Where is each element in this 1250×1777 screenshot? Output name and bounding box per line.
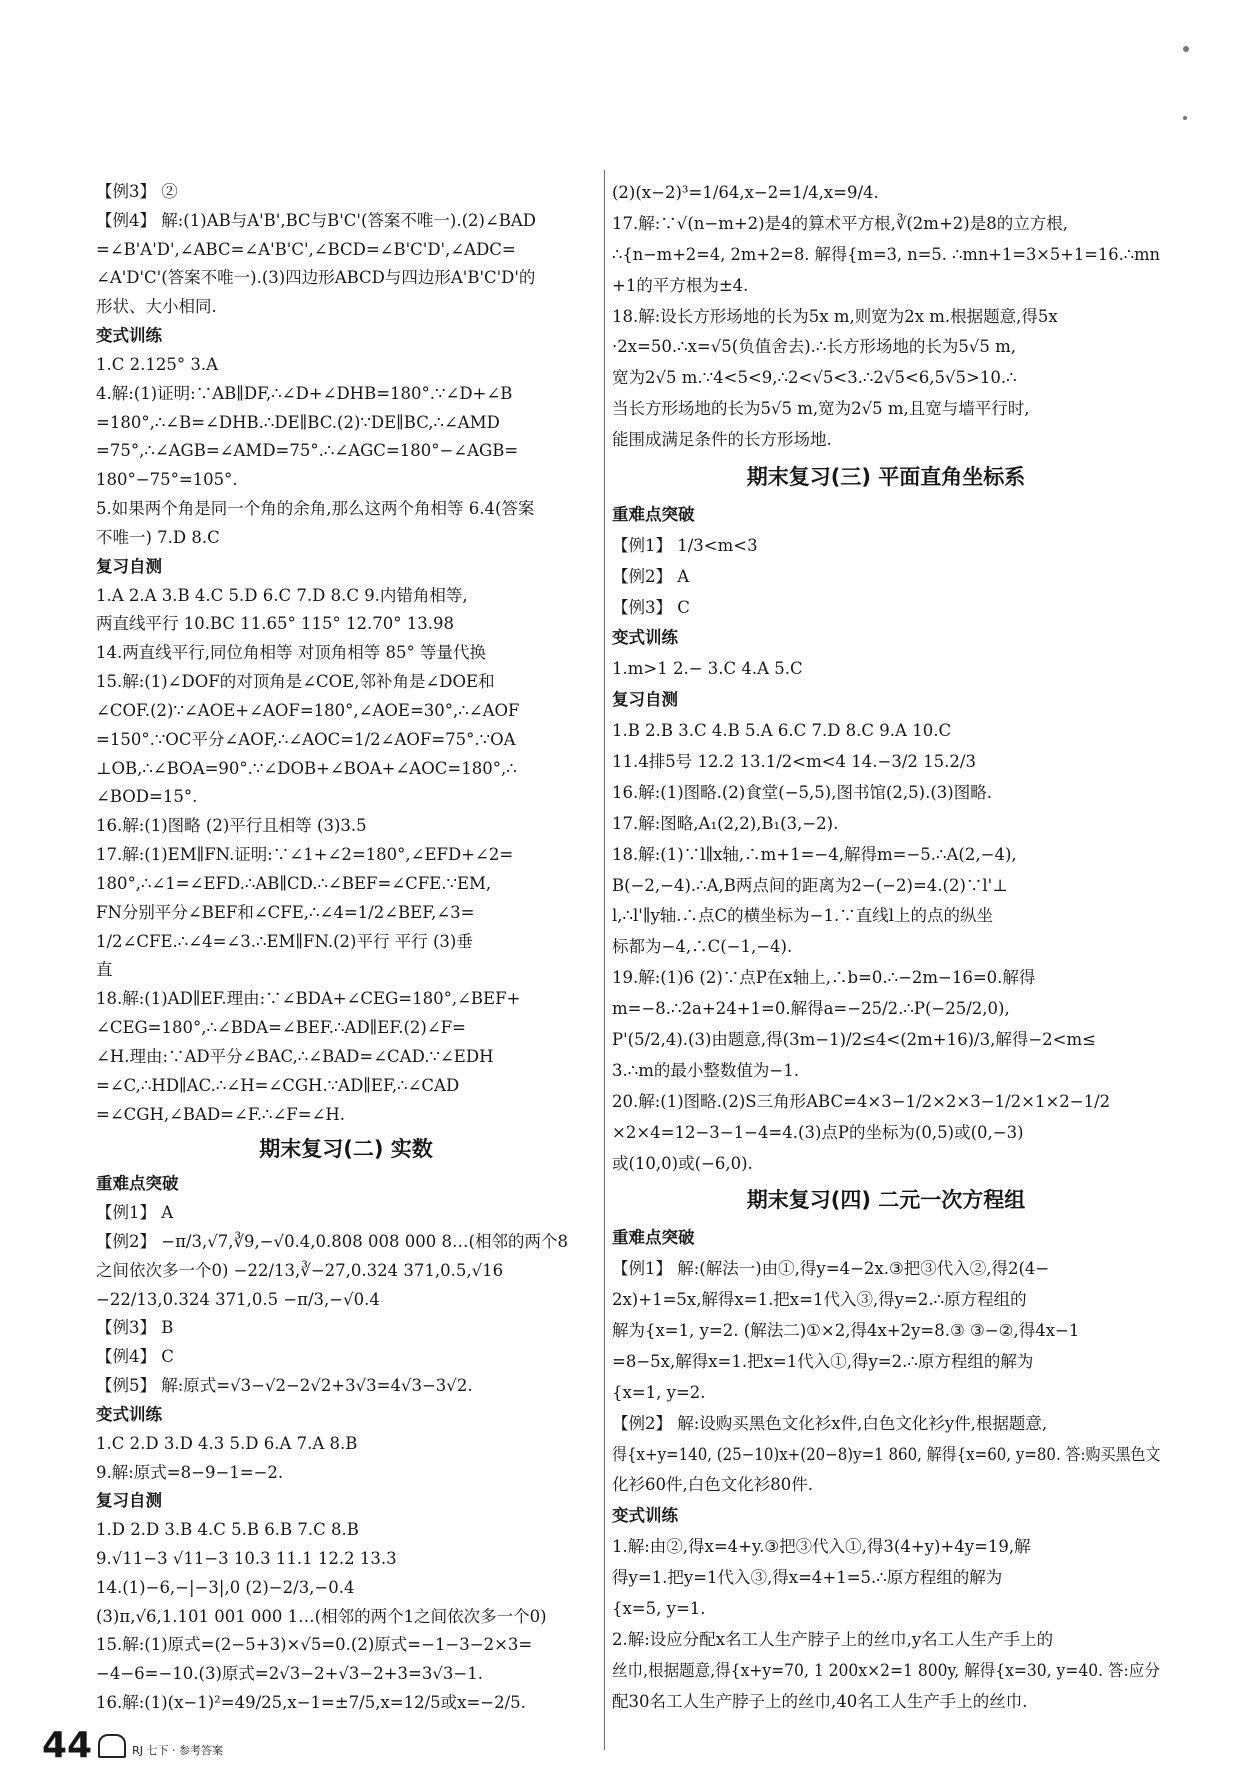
answer-line: P'(5/2,4).(3)由题意,得(3m−1)/2≤4<(2m+16)/3,解得−2<m≤ [612,1030,1096,1049]
section-heading: 期末复习(三) 平面直角坐标系 [746,465,1026,490]
answer-line: FN分别平分∠BEF和∠CFE,∴∠4=1/2∠BEF,∠3= [96,902,475,922]
section-heading: 期末复习(四) 二元一次方程组 [746,1188,1026,1213]
answer-line: 标都为−4,∴C(−1,−4). [612,937,793,957]
answer-line: 3.∴m的最小整数值为−1. [612,1060,799,1080]
answer-line: 【例3】 B [96,1318,174,1338]
answer-line: =∠C,∴HD∥AC.∴∠H=∠CGH.∵AD∥EF,∴∠CAD [96,1075,460,1095]
subsection-label: 变式训练 [96,326,162,346]
subsection-label: 重难点突破 [612,1228,695,1248]
answer-line: =150°.∵OC平分∠AOF,∴∠AOC=1/2∠AOF=75°.∵OA [96,729,516,749]
answer-line: (2)(x−2)³=1/64,x−2=1/4,x=9/4. [612,183,879,202]
answer-line: =8−5x,解得x=1.把x=1代入①,得y=2.∴原方程组的解为 [612,1351,1034,1371]
subsection-label: 重难点突破 [612,504,695,524]
answer-line: ∴{n−m+2=4, 2m+2=8. 解得{m=3, n=5. ∴mn+1=3×5+1=16.∴mn [612,244,1161,264]
answer-line: 丝巾,根据题意,得{x+y=70, 1 200x×2=1 800y, 解得{x=30, y=40. 答:应分 [612,1660,1160,1680]
column-divider [604,170,605,1750]
answer-line: 【例3】 C [612,597,690,617]
answer-line: 18.解:(1)∵l∥x轴,∴m+1=−4,解得m=−5.∴A(2,−4), [612,844,1017,864]
answer-line: 14.两直线平行,同位角相等 对顶角相等 85° 等量代换 [96,643,486,663]
answer-line: 17.解:(1)EM∥FN.证明:∵∠1+∠2=180°,∠EFD+∠2= [96,845,514,865]
answer-line: 【例1】 解:(解法一)由①,得y=4−2x.③把③代入②,得2(4− [612,1259,1050,1279]
answer-line: 配30名工人生产脖子上的丝巾,40名工人生产手上的丝巾. [612,1691,1028,1711]
answer-line: 16.解:(1)图略 (2)平行且相等 (3)3.5 [96,816,367,836]
answer-line: ∠COF.(2)∵∠AOE+∠AOF=180°,∠AOE=30°,∴∠AOF [96,700,520,720]
answer-line: =180°,∴∠B=∠DHB.∴DE∥BC.(2)∵DE∥BC,∴∠AMD [96,412,500,432]
answer-line: 【例1】 1/3<m<3 [612,535,758,555]
answer-line: 直 [96,960,113,980]
subsection-label: 重难点突破 [96,1174,179,1194]
answer-line: 18.解:(1)AD∥EF.理由:∵∠BDA+∠CEG=180°,∠BEF+ [96,989,521,1009]
answer-line: 180°,∴∠1=∠EFD.∴AB∥CD.∴∠BEF=∠CFE.∵EM, [96,873,492,893]
answer-line: 16.解:(1)(x−1)²=49/25,x−1=±7/5,x=12/5或x=−2/5. [96,1693,526,1713]
answer-line: 1.解:由②,得x=4+y.③把③代入①,得3(4+y)+4y=19,解 [612,1537,1031,1557]
answer-line: ∠H.理由:∵AD平分∠BAC,∴∠BAD=∠CAD.∵∠EDH [96,1046,494,1066]
book-logo-icon [98,1734,126,1758]
answer-line: 【例5】 解:原式=√3−√2−2√2+3√3=4√3−3√2. [96,1376,473,1396]
answer-line: 1.m>1 2.− 3.C 4.A 5.C [612,659,803,679]
answer-line: 当长方形场地的长为5√5 m,宽为2√5 m,且宽与墙平行时, [612,399,1030,419]
answer-line: 得y=1.把y=1代入③,得x=4+1=5.∴原方程组的解为 [612,1568,1003,1588]
answer-line: 宽为2√5 m.∵4<5<9,∴2<√5<3.∴2√5<6,5√5>10.∴ [612,368,1017,388]
answer-line: 2.解:设应分配x名工人生产脖子上的丝巾,y名工人生产手上的 [612,1629,1054,1649]
answer-line: 17.解:图略,A₁(2,2),B₁(3,−2). [612,813,839,833]
answer-line: 18.解:设长方形场地的长为5x m,则宽为2x m.根据题意,得5x [612,306,1058,326]
section-heading: 期末复习(二) 实数 [259,1137,433,1162]
answer-line: 5.如果两个角是同一个角的余角,那么这两个角相等 6.4(答案 [96,499,535,519]
subsection-label: 变式训练 [612,628,678,648]
answer-line: ∠CEG=180°,∴∠BDA=∠BEF.∴AD∥EF.(2)∠F= [96,1018,466,1038]
answer-line: 1/2∠CFE.∴∠4=∠3.∴EM∥FN.(2)平行 平行 (3)垂 [96,931,473,951]
answer-line: 解为{x=1, y=2. (解法二)①×2,得4x+2y=8.③ ③−②,得4x−1 [612,1320,1080,1340]
subsection-label: 复习自测 [612,690,678,710]
answer-line: =∠CGH,∠BAD=∠F.∴∠F=∠H. [96,1104,346,1124]
answer-line: 或(10,0)或(−6,0). [612,1153,753,1173]
answer-line: 4.解:(1)证明:∵AB∥DF,∴∠D+∠DHB=180°.∵∠D+∠B [96,383,513,403]
answer-line: 9.√11−3 √11−3 10.3 11.1 12.2 13.3 [96,1549,397,1568]
answer-line: {x=1, y=2. [612,1382,706,1402]
answer-line: ·2x=50.∴x=√5(负值舍去).∴长方形场地的长为5√5 m, [612,337,1017,357]
page-number: 44 [42,1725,93,1766]
answer-line: 15.解:(1)∠DOF的对顶角是∠COE,邻补角是∠DOE和 [96,672,495,692]
answer-line: ×2×4=12−3−1−4=4.(3)点P的坐标为(0,5)或(0,−3) [612,1122,1024,1142]
answer-line: 1.D 2.D 3.B 4.C 5.B 6.B 7.C 8.B [96,1520,359,1540]
answer-line: 【例4】 C [96,1347,174,1367]
subsection-label: 变式训练 [96,1404,162,1424]
answer-line: 2x)+1=5x,解得x=1.把x=1代入③,得y=2.∴原方程组的 [612,1290,1027,1310]
right-column [612,178,1160,1718]
answer-line: 化衫60件,白色文化衫80件. [612,1475,813,1495]
answer-line: 20.解:(1)图略.(2)S三角形ABC=4×3−1/2×2×3−1/2×1×2−1/2 [612,1091,1111,1111]
answer-line: 16.解:(1)图略.(2)食堂(−5,5),图书馆(2,5).(3)图略. [612,782,992,802]
corner-mark [1183,116,1187,120]
page-footer [42,1725,223,1766]
answer-line: ∠A'D'C'(答案不唯一).(3)四边形ABCD与四边形A'B'C'D'的 [96,268,536,288]
answer-line: 1.C 2.125° 3.A [96,354,219,374]
answer-line: 【例3】 ② [96,182,178,201]
answer-line: 1.C 2.D 3.D 4.3 5.D 6.A 7.A 8.B [96,1433,358,1453]
answer-line: 两直线平行 10.BC 11.65° 115° 12.70° 13.98 [96,614,454,634]
answer-line: 17.解:∵√(n−m+2)是4的算术平方根,∛(2m+2)是8的立方根, [612,213,1068,233]
subsection-label: 复习自测 [96,556,162,576]
subsection-label: 复习自测 [96,1491,162,1511]
answer-line: =∠B'A'D',∠ABC=∠A'B'C',∠BCD=∠B'C'D',∠ADC= [96,239,516,259]
answer-line: 19.解:(1)6 (2)∵点P在x轴上,∴b=0.∴−2m−16=0.解得 [612,968,1036,988]
answer-line: 【例2】 A [612,566,690,586]
answer-line: m=−8.∴2a+24+1=0.解得a=−25/2.∴P(−25/2,0), [612,999,1010,1019]
answer-line: +1的平方根为±4. [612,275,749,295]
answer-line: 【例2】 −π/3,√7,∛9,−√0.4,0.808 008 000 8…(相邻的两个8 [96,1231,568,1251]
answer-line: 得{x+y=140, (25−10)x+(20−8)y=1 860, 解得{x=60, y=80. 答:购买黑色文 [612,1444,1161,1464]
answer-line: {x=5, y=1. [612,1598,706,1618]
answer-line: 【例2】 解:设购买黑色文化衫x件,白色文化衫y件,根据题意, [612,1413,1048,1433]
footer-note: RJ 七下 · 参考答案 [132,1744,223,1757]
answer-line: −22/13,0.324 371,0.5 −π/3,−√0.4 [96,1289,380,1309]
answer-line: 14.(1)−6,−|−3|,0 (2)−2/3,−0.4 [96,1577,355,1597]
answer-line: −4−6=−10.(3)原式=2√3−2+√3−2+3=3√3−1. [96,1664,483,1684]
answer-line: B(−2,−4).∴A,B两点间的距离为2−(−2)=4.(2)∵l'⊥ [612,875,1008,895]
answer-line: 之间依次多一个0) −22/13,∛−27,0.324 371,0.5,√16 [96,1260,504,1280]
answer-line: 9.解:原式=8−9−1=−2. [96,1462,284,1482]
answer-line: 形状、大小相同. [96,297,217,317]
answer-line: 1.A 2.A 3.B 4.C 5.D 6.C 7.D 8.C 9.内错角相等, [96,585,468,605]
answer-line: 【例1】 A [96,1203,174,1223]
answer-line: 不唯一) 7.D 8.C [96,527,220,547]
answer-line: 180°−75°=105°. [96,470,238,490]
answer-line: (3)π,√6,1.101 001 000 1…(相邻的两个1之间依次多一个0) [96,1606,547,1626]
answer-line: ∠BOD=15°. [96,787,198,807]
answer-line: =75°,∴∠AGB=∠AMD=75°.∴∠AGC=180°−∠AGB= [96,441,519,461]
left-column [96,178,596,1718]
subsection-label: 变式训练 [612,1506,678,1526]
answer-line: ⊥OB,∴∠BOA=90°.∵∠DOB+∠BOA+∠AOC=180°,∴ [96,758,517,778]
answer-line: 能围成满足条件的长方形场地. [612,430,832,450]
answer-line: 1.B 2.B 3.C 4.B 5.A 6.C 7.D 8.C 9.A 10.C [612,721,952,741]
answer-line: 15.解:(1)原式=(2−5+3)×√5=0.(2)原式=−1−3−2×3= [96,1635,533,1655]
corner-mark [1183,46,1189,52]
answer-line: 11.4排5号 12.2 13.1/2<m<4 14.−3/2 15.2/3 [612,751,976,771]
answer-line: 【例4】 解:(1)AB与A'B',BC与B'C'(答案不唯一).(2)∠BAD [96,210,537,230]
answer-line: l,∴l'∥y轴.∴点C的横坐标为−1.∵直线l上的点的纵坐 [612,906,993,926]
